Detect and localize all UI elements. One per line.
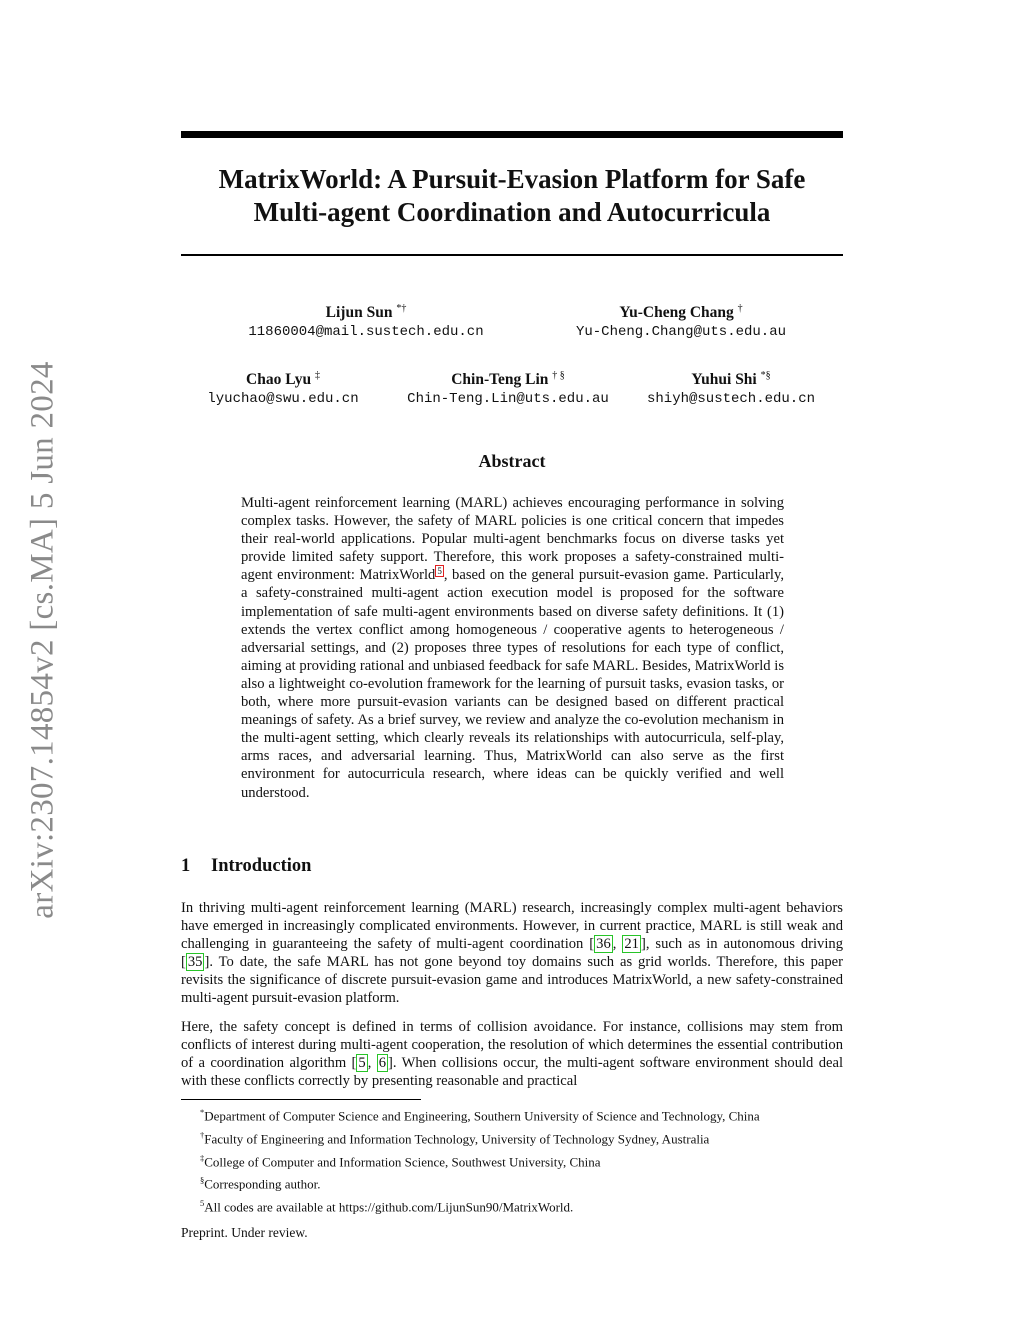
section-title: Introduction (211, 856, 312, 876)
citation-link[interactable]: 36 (596, 936, 611, 953)
paragraph-text: ], such as in autonomous driving [ (181, 936, 843, 971)
author-affiliation-marks: *† (396, 303, 407, 314)
footnote-mark: ‡ (200, 1152, 205, 1163)
author-affiliation-marks: ‡ (314, 370, 320, 381)
citation-link[interactable]: 5 (358, 1055, 366, 1072)
author-email[interactable]: lyuchao@swu.edu.cn (207, 391, 359, 408)
footnote-item (200, 1149, 860, 1172)
author-email[interactable]: shiyh@sustech.edu.cn (646, 391, 816, 408)
abstract-heading: Abstract (478, 451, 546, 471)
footnote-mark: § (200, 1175, 205, 1186)
section-heading (181, 856, 311, 877)
preprint-notice: Preprint. Under review. (181, 1225, 308, 1240)
paragraph-text: ]. To date, the safe MARL has not gone beyond toy domains such as grid worlds. Therefore, this paper revisits the significance of discrete pursuit-evasion game and introduces MatrixWorld, a new safety-constrained multi-agent pursuit-evasion platform. (181, 954, 843, 1007)
abstract-body (241, 494, 784, 802)
author-block (216, 299, 516, 342)
footnote-link[interactable]: 5 (437, 565, 442, 576)
author-block (388, 366, 628, 409)
title-line-2: Multi-agent Coordination and Autocurricula (253, 197, 771, 227)
paper-title (181, 163, 843, 229)
footnote-item (200, 1171, 860, 1194)
author-affiliation-marks: † (737, 303, 743, 314)
author-name: Yuhui Shi (691, 371, 757, 389)
footnote-text[interactable]: All codes are available at https://github.com/LijunSun90/MatrixWorld. (204, 1199, 574, 1215)
author-email[interactable]: Chin-Teng.Lin@uts.edu.au (407, 391, 609, 408)
citation-separator: , (612, 936, 623, 953)
footnote-mark: † (200, 1129, 205, 1140)
footnote-text: Department of Computer Science and Engineering, Southern University of Science and Technology, China (204, 1108, 760, 1124)
author-name: Chin-Teng Lin (451, 371, 549, 389)
author-name: Chao Lyu (246, 371, 312, 389)
section-number: 1 (181, 856, 191, 876)
footnote-item (200, 1194, 860, 1217)
arxiv-identifier: arXiv:2307.14854v2 [cs.MA] 5 Jun 2024 (24, 361, 61, 919)
author-block (628, 366, 834, 409)
title-top-rule (181, 131, 843, 138)
title-line-1: MatrixWorld: A Pursuit-Evasion Platform for Safe (218, 164, 806, 194)
footnote-text: Faculty of Engineering and Information Technology, University of Technology Sydney, Australia (204, 1131, 710, 1147)
author-name: Yu-Cheng Chang (619, 304, 734, 322)
footnotes (200, 1103, 860, 1217)
title-bottom-rule (181, 254, 843, 256)
citation-link[interactable]: 35 (187, 954, 203, 971)
footnote-rule (181, 1099, 421, 1100)
footnote-item (200, 1103, 860, 1126)
author-email[interactable]: Yu-Cheng.Chang@uts.edu.au (575, 324, 787, 341)
citation-link[interactable]: 21 (624, 936, 639, 953)
footnote-text: Corresponding author. (204, 1176, 321, 1192)
paragraph-text: In thriving multi-agent reinforcement learning (MARL) research, increasingly complex multi-agent behaviors have emerged in increasingly complicated environments. However, in current practice, MARL is still weak and challenging in guaranteeing the safety of multi-agent coordination [ (181, 900, 843, 953)
author-name: Lijun Sun (325, 304, 393, 322)
intro-paragraph-2 (181, 1018, 843, 1090)
abstract-text: , based on the general pursuit-evasion game. Particularly, a safety-constrained multi-agent action execution model is proposed for the software implementation of safe multi-agent environments based on diverse safety definitions. It (1) extends the vertex conflict among homogeneous / cooperative agents to heterogeneous / adversarial settings, and (2) proposes three types of resolutions for each type of conflict, aiming at providing rational and unbiased feedback for safe MARL. Besides, MatrixWorld is also a lightweight co-evolution framework for the learning of pursuit tasks, evasion tasks, or both, where more pursuit-evasion variants can be designed based on different practical meanings of safety. As a brief survey, we review and analyze the co-evolution mechanism in the multi-agent setting, which clearly reveals its relationships with autocurricula, self-play, arms races, and adversarial learning. Thus, MatrixWorld can also serve as the first environment for autocurricula research, where ideas can be quickly verified and well understood. (241, 567, 784, 801)
abstract-text: Multi-agent reinforcement learning (MARL) achieves encouraging performance in solving complex tasks. However, the safety of MARL policies is one critical concern that impedes their real-world applications. Popular multi-agent benchmarks focus on diverse tasks yet provide limited safety support. Therefore, this work proposes a safety-constrained multi-agent environment: MatrixWorld (241, 495, 784, 584)
paragraph-text: ]. When collisions occur, the multi-agent software environment should deal with these conflicts correctly by presenting reasonable and practical (181, 1055, 843, 1090)
footnote-mark: * (200, 1107, 205, 1117)
author-block (526, 299, 836, 342)
intro-paragraph-1 (181, 899, 843, 1008)
author-affiliation-marks: *§ (760, 370, 771, 381)
author-affiliation-marks: † § (552, 370, 565, 381)
paragraph-text: Here, the safety concept is defined in terms of collision avoidance. For instance, collisions may stem from conflicts of interest during multi-agent cooperation, the resolution of which determines the essential contribution of a coordination algorithm [ (181, 1019, 843, 1072)
author-email[interactable]: 11860004@mail.sustech.edu.cn (248, 324, 484, 341)
footnote-mark: 5 (200, 1198, 205, 1209)
footnote-item (200, 1126, 860, 1149)
author-block (188, 366, 378, 409)
citation-link[interactable]: 6 (378, 1055, 386, 1072)
citation-separator: , (367, 1055, 377, 1072)
footnote-text: College of Computer and Information Science, Southwest University, China (204, 1153, 601, 1169)
